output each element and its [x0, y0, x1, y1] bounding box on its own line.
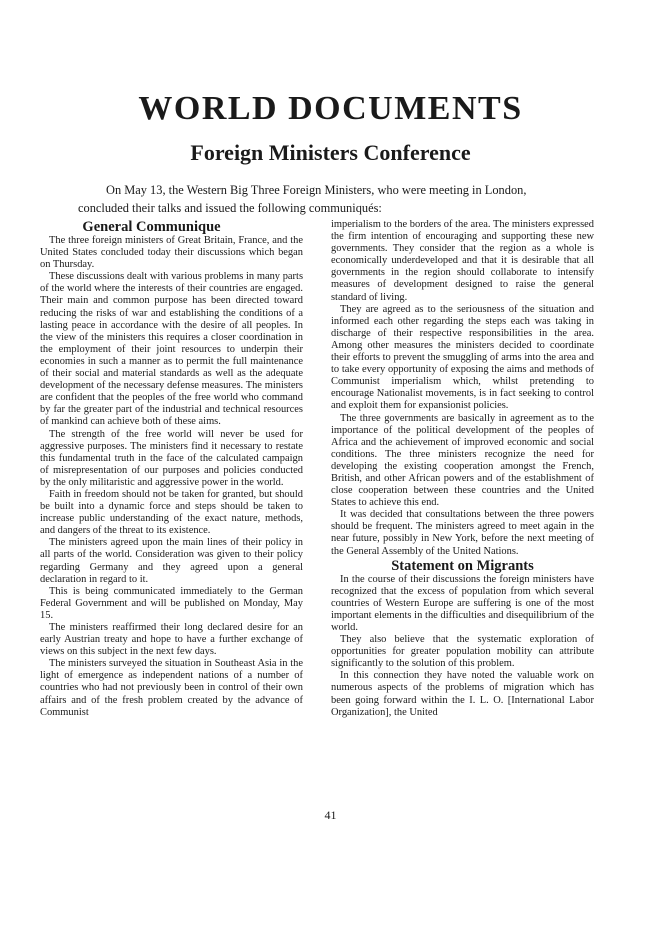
paragraph: They also believe that the systematic exploration of opportunities for greater population mobility can attribute significantly to the solution of this problem.: [331, 634, 594, 670]
paragraph: In the course of their discussions the foreign ministers have recognized that the excess of population from which several countries of Western Europe are suffering is one of the most important elements in the difficulties and disequilibrium of the world.: [331, 573, 594, 633]
left-column: [40, 219, 303, 719]
paragraph: They are agreed as to the seriousness of the situation and informed each other regarding the steps each was taking in discharge of their respective responsibilities in the area. Among other measures the ministers decided to coordinate their efforts to prevent the smuggling of arms into the area and to take every opportunity of exposing the aims and methods of Communist imperialism which, whilst pretending to encourage Nationalist movements, is in fact seeking to control and exploit them for expansionist policies.: [331, 303, 594, 412]
paragraph: The strength of the free world will never be used for aggressive purposes. The ministers find it necessary to restate this fundamental truth in the face of the calculated campaign of misrepresentation of our purposes and policies conducted by the only militaristic and aggressive power in the world.: [40, 428, 303, 488]
paragraph: This is being communicated immediately to the German Federal Government and will be published on Monday, May 15.: [40, 585, 303, 621]
paragraph: The ministers surveyed the situation in Southeast Asia in the light of emergence as independent nations of a number of countries who had not previously been in control of their own affairs and of the fresh problem created by the advance of Communist: [40, 658, 303, 718]
intro-paragraph: On May 13, the Western Big Three Foreign Ministers, who were meeting in London, concluded their talks and issued the following communiqués:: [78, 183, 527, 215]
page-title: WORLD DOCUMENTS: [138, 90, 523, 127]
paragraph: The ministers agreed upon the main lines of their policy in all parts of the world. Consideration was given to their policy regarding Germany and they agreed upon a general declaration in regard to it.: [40, 537, 303, 585]
section-heading-statement-on-migrants: Statement on Migrants: [391, 557, 534, 574]
paragraph: The three foreign ministers of Great Britain, France, and the United States concluded today their discussions which began on Thursday.: [40, 235, 303, 271]
paragraph: It was decided that consultations between the three powers should be frequent. The ministers agreed to meet again in the near future, possibly in New York, before the next meeting of the General Assembly of the United Nations.: [331, 509, 594, 557]
paragraph: Faith in freedom should not be taken for granted, but should be built into a dynamic force and steps should be taken to increase public understanding of the exact nature, methods, and dangers of the threat to its existence.: [40, 488, 303, 537]
paragraph: These discussions dealt with various problems in many parts of the world where the interests of their countries are engaged. Their main and common purpose has been directed toward reducing the risks of war and establishing the conditions of a lasting peace in accordance with the desire of all peoples. In the view of the ministers this requires a closer coordination in the employment of their joint resources to underpin their economies in such a manner as to permit the full maintenance of their social and material standards as well as the adequate development of the necessary defense measures. The ministers are confident that the peoples of the free world who command by far the greater part of the industrial and technical resources of mankind can achieve both of these aims.: [40, 271, 303, 428]
page-subtitle: Foreign Ministers Conference: [190, 140, 471, 165]
paragraph: In this connection they have noted the valuable work on numerous aspects of the problems of migration which has been going forward within the I. L. O. [International Labor Organization], the United: [331, 670, 594, 718]
right-column: [331, 219, 594, 719]
section-heading-general-communique: General Communique: [82, 219, 221, 235]
paragraph: The three governments are basically in agreement as to the importance of the political development of the peoples of Africa and the achievement of improved economic and social conditions. The three ministers recognize the need for developing the existing cooperation amongst the French, British, and other African powers and of the establishment of close cooperation between these countries and the United States to achieve this end.: [331, 412, 594, 509]
page-number: 41: [324, 808, 337, 822]
paragraph: The ministers reaffirmed their long declared desire for an early Austrian treaty and hope to have a further exchange of views on this subject in the next few days.: [40, 622, 303, 658]
paragraph-continued: imperialism to the borders of the area. The ministers expressed the firm intention of encouraging and supporting these new governments. They consider that the region as a whole is economically underdeveloped and that it is desirable that all governments in the region should collaborate to intensify measures of development designed to raise the general standard of living.: [331, 219, 594, 303]
